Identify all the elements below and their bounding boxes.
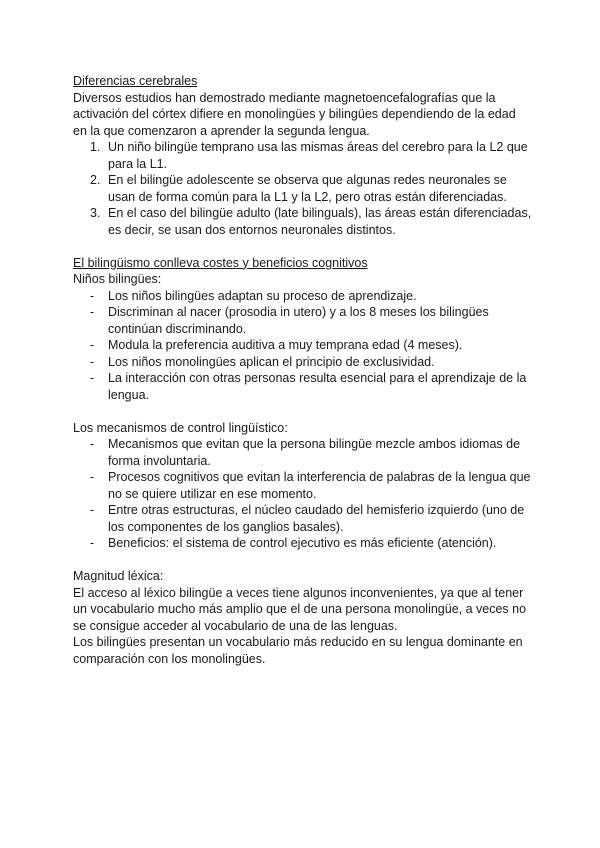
list-item-text: En el bilingüe adolescente se observa que algunas redes neuronales se usan de forma común para la L1 y la L2, pero otras están diferenciadas.: [108, 173, 507, 204]
section1-numbered-list: [73, 139, 533, 238]
list-dash: -: [90, 536, 95, 550]
list-item: [73, 337, 533, 354]
list-number: 1.: [90, 140, 101, 154]
list-dash: -: [90, 288, 95, 303]
section2-subheading: Niños bilingües:: [73, 272, 162, 286]
list-item: [73, 469, 533, 502]
list-item-text: Procesos cognitivos que evitan la interferencia de palabras de la lengua que no se quiere utilizar en ese momento.: [108, 470, 531, 501]
list-item-text: Modula la preferencia auditiva a muy temprana edad (4 meses).: [108, 338, 463, 352]
spacer: [73, 403, 533, 420]
list-item-text: Entre otras estructuras, el núcleo caudado del hemisferio izquierdo (uno de los componentes de los ganglios basales).: [108, 503, 525, 534]
list-item-text: Los niños bilingües adaptan su proceso de aprendizaje.: [108, 288, 417, 303]
list-item-text: Mecanismos que evitan que la persona bilingüe mezcle ambos idiomas de forma involuntaria.: [108, 437, 521, 468]
list-dash: -: [90, 305, 95, 319]
list-item: [73, 370, 533, 403]
list-item: [73, 354, 533, 371]
section2-dash-list: [73, 288, 533, 404]
list-item: [73, 502, 533, 535]
list-item: [73, 172, 533, 205]
list-item: [73, 288, 533, 305]
list-item: [73, 139, 533, 172]
list-item-text: Un niño bilingüe temprano usa las mismas áreas del cerebro para la L2 que para la L1.: [108, 140, 528, 171]
section3-subheading: Los mecanismos de control lingüístico:: [73, 420, 288, 435]
section3-dash-list: [73, 436, 533, 552]
list-number: 2.: [90, 173, 101, 187]
section4-paragraph-1: El acceso al léxico bilingüe a veces tiene algunos inconvenientes, ya que al tener un vocabulario mucho más amplio que el de una persona monolingüe, a veces no se consigue acceder al vocabulario de una de las lenguas.: [73, 585, 527, 633]
document-body: [73, 73, 533, 667]
list-dash: -: [90, 470, 95, 484]
list-dash: -: [90, 503, 95, 517]
list-item-text: Los niños monolingües aplican el principio de exclusividad.: [108, 354, 435, 369]
list-item-text: La interacción con otras personas resulta esencial para el aprendizaje de la lengua.: [108, 371, 527, 402]
list-item: [73, 436, 533, 469]
list-dash: -: [90, 338, 95, 352]
spacer: [73, 238, 533, 255]
section-heading-diferencias-cerebrales: Diferencias cerebrales: [73, 74, 198, 88]
list-item: [73, 304, 533, 337]
list-item-text: Discriminan al nacer (prosodia in utero) y a los 8 meses los bilingües continúan discriminando.: [108, 305, 489, 336]
section1-intro-paragraph: Diversos estudios han demostrado mediante magnetoencefalografías que la activación del córtex difiere en monolingües y bilingües dependiendo de la edad en la que comenzaron a aprender la segunda lengua.: [73, 90, 516, 138]
list-item-text: Beneficios: el sistema de control ejecutivo es más eficiente (atención).: [108, 536, 497, 550]
section4-paragraph-2: Los bilingües presentan un vocabulario más reducido en su lengua dominante en comparación con los monolingües.: [73, 635, 523, 666]
list-item-text: En el caso del bilingüe adulto (late bilinguals), las áreas están diferenciadas, es decir, se usan dos entornos neuronales distintos.: [108, 206, 532, 237]
list-number: 3.: [90, 206, 101, 220]
section4-subheading: Magnitud léxica:: [73, 569, 164, 583]
list-item: [73, 205, 533, 238]
list-item: [73, 535, 533, 552]
list-dash: -: [90, 437, 95, 451]
spacer: [73, 552, 533, 569]
list-dash: -: [90, 371, 95, 385]
list-dash: -: [90, 354, 95, 369]
section-heading-bilinguismo: El bilingüismo conlleva costes y beneficios cognitivos: [73, 255, 368, 270]
